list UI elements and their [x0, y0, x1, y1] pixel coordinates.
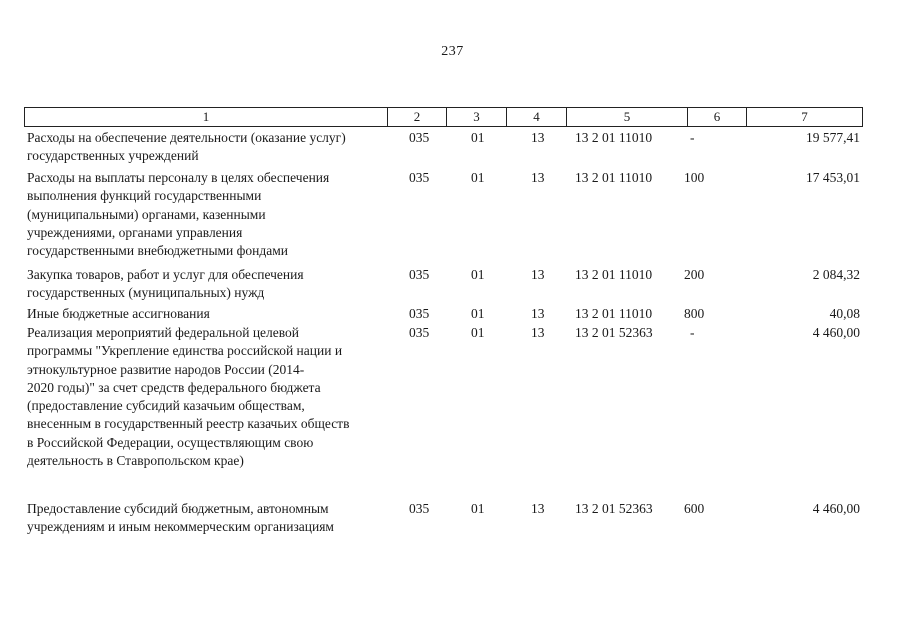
cell-subsection: 13 [531, 170, 545, 185]
row-name-line: Закупка товаров, работ и услуг для обеспечения [27, 267, 304, 282]
row-name-line: программы "Укрепление единства российской нации и [27, 343, 343, 359]
cell-ministry: 035 [409, 306, 430, 321]
cell-subsection: 13 [531, 267, 545, 282]
cell-subsection: 13 [531, 325, 545, 340]
row-name [27, 266, 397, 303]
cell-ministry: 035 [409, 267, 430, 282]
cell-ministry: 035 [409, 325, 430, 340]
cell-expense-type: 100 [684, 170, 705, 185]
cell-section: 01 [471, 325, 485, 340]
row-name-line: Предоставление субсидий бюджетным, автономным [27, 501, 329, 516]
row-name-line: этнокультурное развитие народов России (2014- [27, 361, 305, 377]
row-name [27, 169, 397, 260]
cell-amount: 2 084,32 [812, 267, 860, 282]
row-name-line: деятельность в Ставропольском крае) [27, 453, 244, 469]
row-name-line: Расходы на обеспечение деятельности (оказание услуг) [27, 130, 346, 145]
column-header-1: 1 [24, 108, 387, 126]
row-name-line: государственными внебюджетными фондами [27, 243, 289, 259]
cell-amount: 17 453,01 [806, 170, 860, 185]
cell-section: 01 [471, 170, 485, 185]
row-name-line: (муниципальными) органами, казенными [27, 206, 266, 222]
column-header-4: 4 [506, 108, 566, 126]
cell-expense-type: 200 [684, 267, 705, 282]
row-name-line: в Российской Федерации, осуществляющим свою [27, 434, 314, 450]
row-name [27, 324, 397, 470]
row-name [27, 129, 397, 166]
cell-section: 01 [471, 130, 485, 145]
cell-ministry: 035 [409, 170, 430, 185]
cell-expense-type: - [690, 325, 695, 340]
cell-target-article: 13 2 01 52363 [575, 325, 653, 340]
row-name [27, 500, 397, 537]
cell-target-article: 13 2 01 11010 [575, 267, 653, 282]
cell-amount: 40,08 [829, 306, 860, 321]
cell-ministry: 035 [409, 501, 430, 516]
column-header-2: 2 [387, 108, 446, 126]
cell-ministry: 035 [409, 130, 430, 145]
cell-amount: 4 460,00 [812, 501, 860, 516]
cell-amount: 4 460,00 [812, 325, 860, 340]
row-name-line: государственных учреждений [27, 148, 199, 164]
cell-section: 01 [471, 501, 485, 516]
cell-target-article: 13 2 01 52363 [575, 501, 653, 516]
cell-expense-type: 800 [684, 306, 705, 321]
row-name-line: учреждениям и иным некоммерческим организациям [27, 519, 334, 535]
row-name-line: Иные бюджетные ассигнования [27, 306, 210, 321]
cell-target-article: 13 2 01 11010 [575, 170, 653, 185]
cell-section: 01 [471, 306, 485, 321]
page-number: 237 [441, 44, 464, 59]
cell-expense-type: 600 [684, 501, 705, 516]
column-header-3: 3 [446, 108, 506, 126]
cell-target-article: 13 2 01 11010 [575, 130, 653, 145]
row-name-line: государственных (муниципальных) нужд [27, 285, 265, 301]
cell-subsection: 13 [531, 130, 545, 145]
row-name-line: Расходы на выплаты персоналу в целях обеспечения [27, 170, 330, 185]
column-header-6: 6 [687, 108, 746, 126]
cell-target-article: 13 2 01 11010 [575, 306, 653, 321]
cell-amount: 19 577,41 [806, 130, 860, 145]
row-name-line: 2020 годы)" за счет средств федерального бюджета [27, 379, 321, 395]
row-name-line: выполнения функций государственными [27, 188, 262, 204]
table-header [24, 107, 863, 127]
column-header-7: 7 [746, 108, 863, 126]
cell-expense-type: - [690, 130, 695, 145]
row-name-line: внесенным в государственный реестр казачьих обществ [27, 416, 350, 432]
row-name [27, 305, 397, 323]
cell-subsection: 13 [531, 501, 545, 516]
cell-subsection: 13 [531, 306, 545, 321]
row-name-line: (предоставление субсидий казачьим обществам, [27, 398, 305, 414]
row-name-line: Реализация мероприятий федеральной целевой [27, 325, 300, 340]
cell-section: 01 [471, 267, 485, 282]
row-name-line: учреждениями, органами управления [27, 224, 243, 240]
column-header-5: 5 [566, 108, 687, 126]
